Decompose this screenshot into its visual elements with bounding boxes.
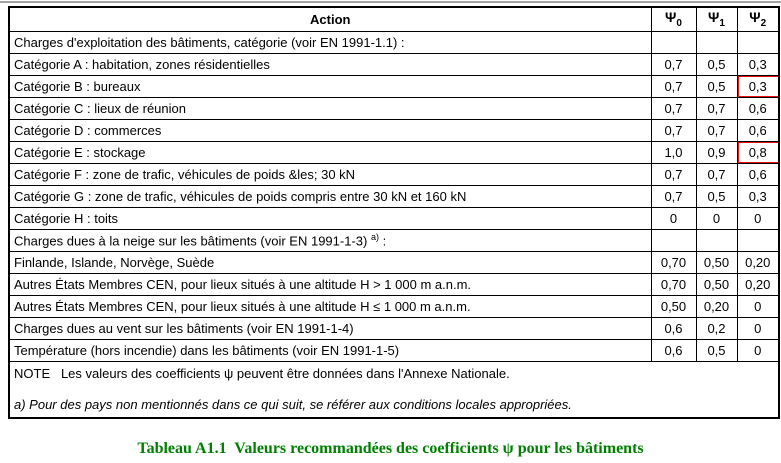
psi2-cell: 0,6 [737, 163, 779, 185]
column-header-psi1: $\Psi_1$ [696, 7, 737, 31]
action-cell: Catégorie E : stockage [9, 141, 651, 163]
action-cell: Catégorie D : commerces [9, 119, 651, 141]
psi0-cell: 0,70 [651, 251, 696, 273]
table-row-categorie-a [9, 53, 779, 75]
action-cell: Finlande, Islande, Norvège, Suède [9, 251, 651, 273]
table-row-categorie-e [9, 141, 779, 163]
psi0-cell: 1,0 [651, 141, 696, 163]
table-row-categorie-g [9, 185, 779, 207]
table-row-categorie-c [9, 97, 779, 119]
psi0-cell: 0 [651, 207, 696, 229]
action-cell: Charges dues à la neige sur les bâtiments (voir EN 1991-1-3) $^{a)}$ : [9, 229, 651, 251]
column-header-psi0: $\Psi_0$ [651, 7, 696, 31]
table-row-section-neige [9, 229, 779, 251]
psi2-cell: 0,20 [737, 251, 779, 273]
table-row-temperature [9, 339, 779, 361]
psi2-cell: 0 [737, 207, 779, 229]
psi0-cell [651, 31, 696, 53]
psi0-cell: 0,6 [651, 317, 696, 339]
psi0-cell: 0,7 [651, 97, 696, 119]
psi0-cell: 0,7 [651, 163, 696, 185]
psi2-cell: 0,6 [737, 97, 779, 119]
psi1-cell: 0 [696, 207, 737, 229]
table-row-categorie-d [9, 119, 779, 141]
action-cell: Catégorie H : toits [9, 207, 651, 229]
action-cell: Charges dues au vent sur les bâtiments (voir EN 1991-1-4) [9, 317, 651, 339]
psi1-cell: 0,50 [696, 251, 737, 273]
psi1-cell: 0,5 [696, 185, 737, 207]
psi1-cell [696, 229, 737, 251]
table-row-cen-basse-altitude [9, 295, 779, 317]
highlighted-psi2-cell: 0,8 [737, 141, 779, 163]
table-row-categorie-b [9, 75, 779, 97]
psi0-cell: 0,7 [651, 119, 696, 141]
table-caption: Tableau A1.1 Valeurs recommandées des coefficients ψ pour les bâtiments [137, 439, 644, 457]
psi1-cell: 0,5 [696, 53, 737, 75]
footnote-a-text: a) Pour des pays non mentionnés dans ce qui suit, se référer aux conditions locales appropriées. [14, 396, 572, 412]
table-header-row [9, 7, 779, 31]
psi1-cell: 0,5 [696, 339, 737, 361]
action-cell: Autres États Membres CEN, pour lieux situés à une altitude H ≤ 1 000 m a.n.m. [9, 295, 651, 317]
psi1-cell: 0,20 [696, 295, 737, 317]
table-container [8, 6, 781, 419]
psi1-cell: 0,7 [696, 163, 737, 185]
psi0-cell: 0,50 [651, 295, 696, 317]
psi2-cell: 0 [737, 339, 779, 361]
psi0-cell: 0,6 [651, 339, 696, 361]
psi1-cell: 0,2 [696, 317, 737, 339]
psi1-cell: 0,5 [696, 75, 737, 97]
psi1-cell [696, 31, 737, 53]
psi2-cell [737, 229, 779, 251]
action-cell: Catégorie B : bureaux [9, 75, 651, 97]
psi2-cell: 0 [737, 317, 779, 339]
table-row-vent [9, 317, 779, 339]
table-row-categorie-f [9, 163, 779, 185]
table-note [9, 361, 779, 418]
action-cell: Catégorie F : zone de trafic, véhicules de poids &les; 30 kN [9, 163, 651, 185]
psi1-cell: 0,50 [696, 273, 737, 295]
highlighted-psi2-cell: 0,3 [737, 75, 779, 97]
action-cell: Catégorie C : lieux de réunion [9, 97, 651, 119]
psi1-cell: 0,7 [696, 97, 737, 119]
psi0-cell: 0,7 [651, 185, 696, 207]
psi-coefficients-table [8, 6, 780, 419]
psi2-cell: 0,3 [737, 185, 779, 207]
table-row-section-exploitation [9, 31, 779, 53]
action-cell: Autres États Membres CEN, pour lieux situés à une altitude H > 1 000 m a.n.m. [9, 273, 651, 295]
psi2-cell: 0,6 [737, 119, 779, 141]
top-divider-line [0, 1, 781, 3]
action-cell: Catégorie G : zone de trafic, véhicules de poids compris entre 30 kN et 160 kN [9, 185, 651, 207]
table-row-cen-haute-altitude [9, 273, 779, 295]
psi2-cell [737, 31, 779, 53]
note-text: NOTE Les valeurs des coefficients ψ peuvent être données dans l'Annexe Nationale. [14, 365, 510, 381]
action-cell: Charges d'exploitation des bâtiments, catégorie (voir EN 1991-1.1) : [9, 31, 651, 53]
psi0-cell: 0,7 [651, 53, 696, 75]
footnote-marker: a) [370, 231, 379, 242]
table-row-categorie-h [9, 207, 779, 229]
table-row-finlande [9, 251, 779, 273]
psi2-cell: 0,3 [737, 53, 779, 75]
psi1-cell: 0,9 [696, 141, 737, 163]
table-note-row [9, 361, 779, 418]
psi2-cell: 0 [737, 295, 779, 317]
column-header-psi2: $\Psi_2$ [737, 7, 779, 31]
psi1-cell: 0,7 [696, 119, 737, 141]
column-header-action: Action [9, 7, 651, 31]
psi0-cell [651, 229, 696, 251]
psi2-cell: 0,20 [737, 273, 779, 295]
psi0-cell: 0,7 [651, 75, 696, 97]
action-cell: Température (hors incendie) dans les bâtiments (voir EN 1991-1-5) [9, 339, 651, 361]
action-cell: Catégorie A : habitation, zones résidentielles [9, 53, 651, 75]
psi0-cell: 0,70 [651, 273, 696, 295]
